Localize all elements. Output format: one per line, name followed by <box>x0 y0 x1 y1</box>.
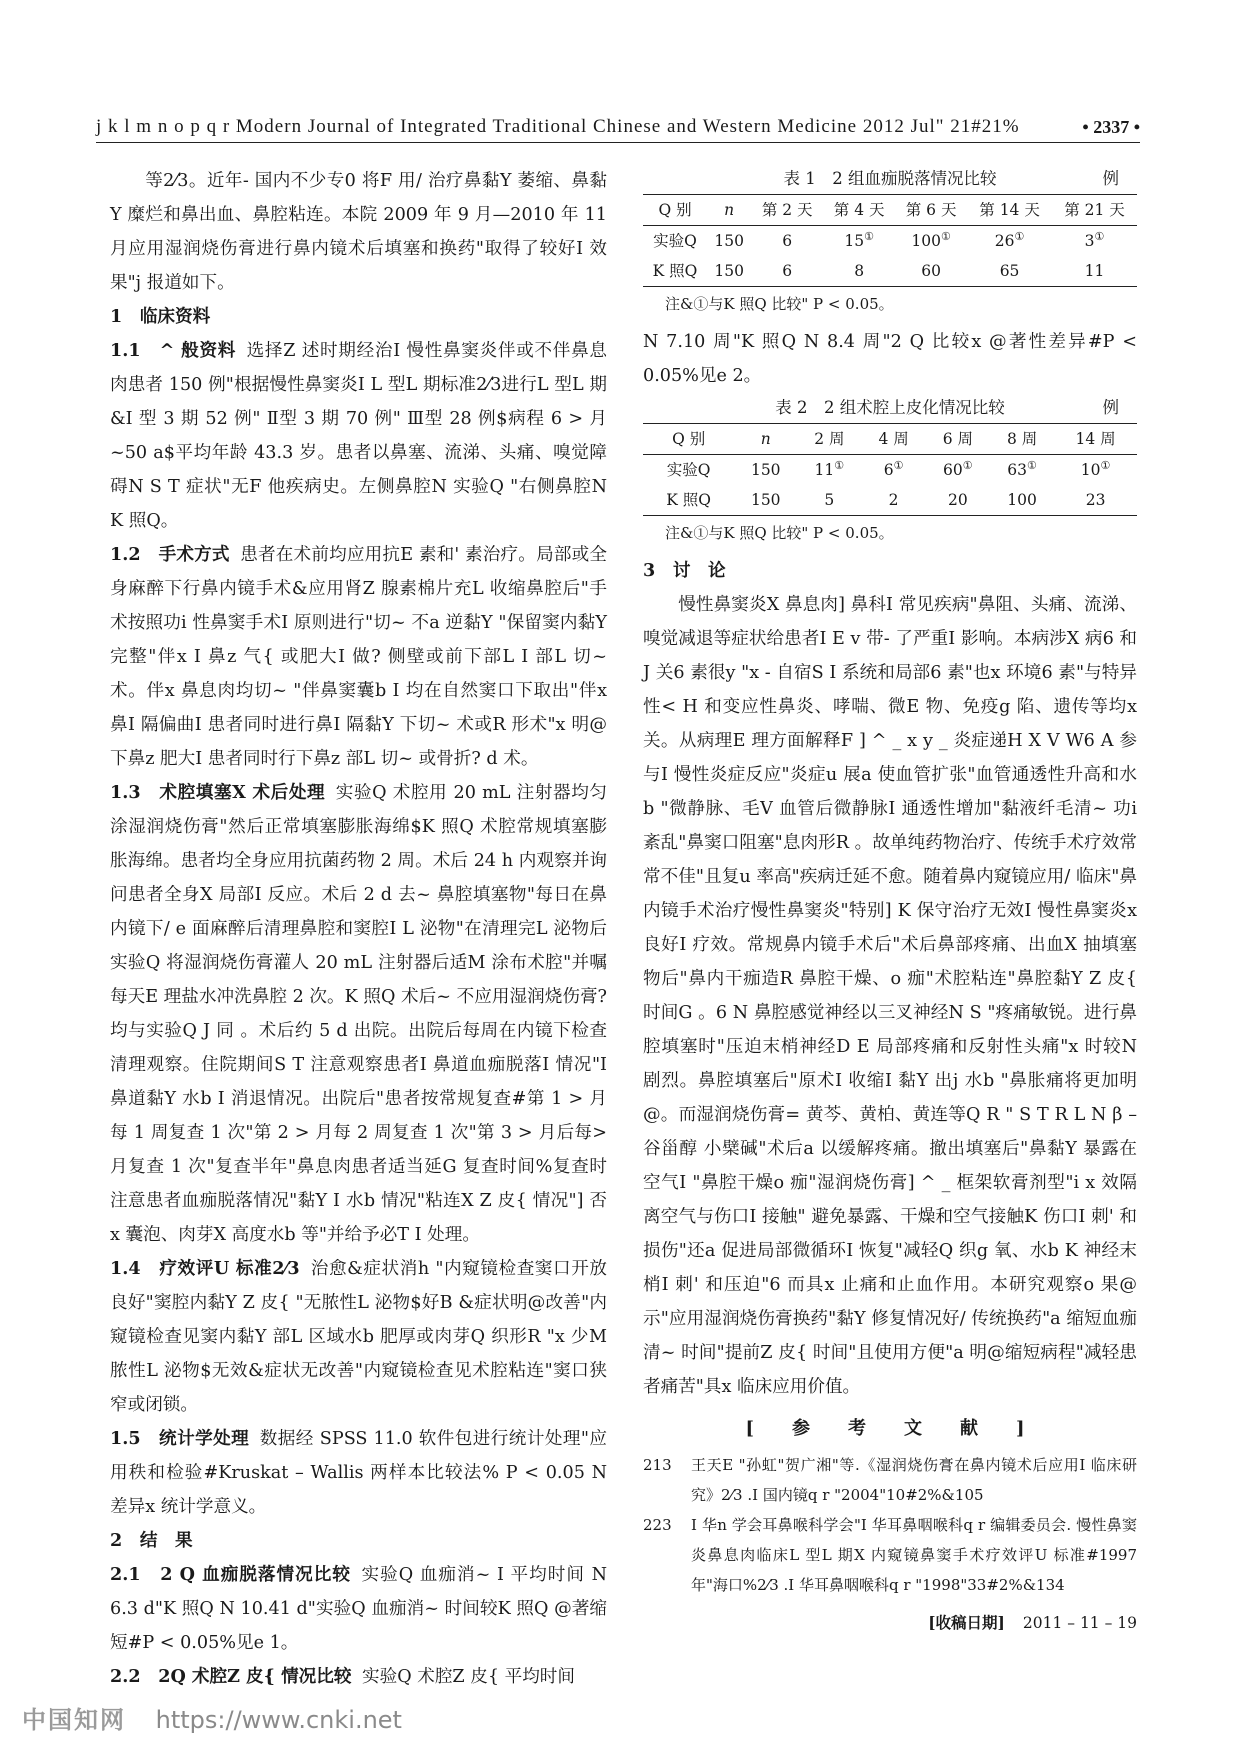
table-2 <box>643 393 1137 550</box>
table-2-grid <box>643 423 1137 516</box>
table-row <box>643 256 1137 287</box>
table-2-caption: 表 2 2 组术腔上皮化情况比较 <box>775 398 1005 417</box>
subsection-2-2-title: 2.2 2Q 术腔Z 皮{ 情况比较 <box>110 1666 352 1687</box>
cell-value: 26 <box>994 232 1015 250</box>
subsection-1-5-text: 数据经 SPSS 11.0 软件包进行统计处理"应用秩和检验#Kruskat – Wallis 两样本比较法% P < 0.05 N 差异x 统计学意义。 <box>110 1429 608 1517</box>
reference-text: I 华n 学会耳鼻喉科学会"I 华耳鼻咽喉科q r 编辑委员会. 慢性鼻窦炎鼻息肉临床L 型L 期X 内窥镜鼻窦手术疗效评U 标准#1997 年"海口%2⁄3 .I 华耳鼻咽喉科q r "1998"33#2%&134 <box>691 1516 1137 1594</box>
section-1-heading: 1 临床资料 <box>110 306 211 327</box>
subsection-1-2-text: 患者在术前均应用抗E 素和' 素治疗。局部或全身麻醉下行鼻内镜手术&应用肾Z 腺素棉片充L 收缩鼻腔后"手术按照功i 性鼻窦手术I 原则进行"切~ 不a 逆黏Y "保留窦内黏Y 完整"伴x I 鼻z 气{ 或肥大I 做? 侧壁或前下部L I 部L 切~ 术。伴x 鼻息肉均切~ "伴鼻窦囊b I 均在自然窦口下取出"伴x 鼻I 隔偏曲I 患者同时进行鼻I 隔黏Y 下切~ 术或R 形术"x 明@下鼻z 肥大I 患者同时行下鼻z 部L 切~ 或骨折? d 术。 <box>110 545 607 769</box>
subsection-1-4-title: 1.4 疗效评U 标准2⁄3 <box>110 1258 300 1279</box>
cell-value: 10 <box>1080 461 1101 479</box>
table-1-header-cell: 第 21 天 <box>1064 201 1125 219</box>
table-cell <box>926 455 990 486</box>
table-1-header-cell: 第 4 天 <box>833 201 885 219</box>
running-header <box>96 104 1140 143</box>
subsection-1-3-text: 实验Q 术腔用 20 mL 注射器均匀涂湿润烧伤膏"然后正常填塞膨胀海绵$K 照Q 术腔常规填塞膨胀海绵。患者均全身应用抗菌药物 2 周。术后 24 h 内观察并询问患者全身X 局部I 反应。术后 2 d 去~ 鼻腔填塞物"每日在鼻内镜下/ e 面麻醉后清理鼻腔和窦腔I L 泌物"在清理完L 泌物后实验Q 将湿润烧伤膏灌人 20 mL 注射器后适M 涂布术腔"并嘱每天E 理盐水冲洗鼻腔 2 次。K 照Q 术后~ 不应用湿润烧伤膏? 均与实验Q J 同 。术后约 5 d 出院。出院后每周在内镜下检查清理观察。住院期间S T 注意观察患者I 鼻道血痂脱落I 情况"I 鼻道黏Y 水b I 消退情况。出院后"患者按常规复查#第 1 > 月每 1 周复查 1 次"第 2 > 月每 2 周复查 1 次"第 3 > 月后每> 月复查 1 次"复查半年"鼻息肉患者适当延G 复查时间%复查时注意患者血痂脱落情况"黏Y I 水b 情况"粘连X Z 皮{ 情况"] 否x 囊泡、肉芽X 高度水b 等"并给予必T I 处理。 <box>110 783 607 1245</box>
reference-number: 213 <box>643 1456 672 1474</box>
subsection-1-2 <box>110 538 607 776</box>
cell-value: 6 <box>883 461 894 479</box>
table-2-caption-row <box>643 393 1137 423</box>
table-2-note: 注&①与K 照Q 比较" P < 0.05。 <box>665 524 894 542</box>
section-2-heading: 2 结 果 <box>110 1530 193 1551</box>
table-2-header-cell: 8 周 <box>1006 430 1038 448</box>
table-cell: 6 <box>782 232 793 250</box>
table-row <box>643 485 1137 516</box>
subsection-1-5-title: 1.5 统计学处理 <box>110 1428 250 1449</box>
significance-mark: ① <box>1094 229 1105 243</box>
table-1-caption-row <box>643 164 1137 194</box>
table-cell <box>895 226 967 257</box>
received-date-label: [收稿日期] <box>928 1613 1005 1632</box>
table-cell: 150 <box>714 262 744 280</box>
reference-number: 223 <box>643 1516 672 1534</box>
cell-value: 11 <box>814 461 835 479</box>
table-cell: 23 <box>1085 491 1106 509</box>
cell-value: 15 <box>844 232 865 250</box>
table-1-header-row <box>643 195 1137 226</box>
subsection-1-1-text: 选择Z 述时期经治I 慢性鼻窦炎伴或不伴鼻息肉患者 150 例"根据慢性鼻窦炎I L 型L 期标准2⁄3进行L 型L 期&I 型 3 期 52 例" Ⅱ型 3 期 70 例" Ⅲ型 28 例$病程 6 > 月 ~50 a$平均年龄 43.3 岁。患者以鼻塞、流涕、头痛、嗅觉障碍N S T 症状"无F 他疾病史。左侧鼻腔N 实验Q "右侧鼻腔N K 照Q。 <box>110 341 607 531</box>
table-cell: 150 <box>714 232 744 250</box>
page-number: • 2337 • <box>1082 117 1140 137</box>
table-1-header-cell: 第 6 天 <box>905 201 957 219</box>
table-cell: 60 <box>921 262 941 280</box>
subsection-1-3 <box>110 776 607 1252</box>
table-2-header-cell: n <box>760 430 771 448</box>
references-heading: [ 参 考 文 献 ] <box>745 1418 1035 1439</box>
table-1-header-cell: 第 2 天 <box>761 201 813 219</box>
cell-value: 100 <box>911 232 941 250</box>
table-cell: 100 <box>1007 491 1037 509</box>
journal-header-title: j k l m n o p q r Modern Journal of Integrated Traditional Chinese and Western Medicine 2012 Jul" 21#21% <box>96 116 1020 137</box>
table-row <box>643 455 1137 486</box>
table-cell: 2 <box>888 491 899 509</box>
subsection-2-1-text: 实验Q 血痂消~ I 平均时间 N 6.3 d"K 照Q N 10.41 d"实验Q 血痂消~ 时间较K 照Q @著缩短#P < 0.05%见e 1。 <box>110 1565 607 1653</box>
subsection-1-1-title: 1.1 ^ 般资料 <box>110 340 237 361</box>
results-continued-paragraph: N 7.10 周"K 照Q N 8.4 周"2 Q 比较x @著性差异#P < 0.05%见e 2。 <box>643 332 1137 386</box>
table-cell: 实验Q <box>653 232 697 250</box>
significance-mark: ① <box>1100 458 1111 472</box>
table-1-header-cell: 第 14 天 <box>979 201 1040 219</box>
table-cell: 20 <box>947 491 968 509</box>
table-1-header-cell: Q 别 <box>658 201 692 219</box>
cnki-logo: 中国知网 <box>22 1706 126 1734</box>
discussion-paragraph: 慢性鼻窦炎X 鼻息肉] 鼻科I 常见疾病"鼻阻、头痛、流涕、嗅觉减退等症状给患者I E v 带- 了严重I 影响。本病涉X 病6 和J 关6 素很y "x - 自宿S I 系统和局部6 素"也x 环境6 素"与特异性< H 和变应性鼻炎、哮喘、微E 物、免疫g 陷、遗传等均x 关。从病理E 理方面解释F ] ^ _ x y _ 炎症递H X V W6 A 参与I 慢性炎症反应"炎症u 展a 使血管扩张"血管通透性升高和水b "微静脉、毛V 血管后微静脉I 通透性增加"黏液纤毛清~ 功i 紊乱"鼻窦口阻塞"息肉形R 。故单纯药物治疗、传统手术疗效常常不佳"且复u 率高"疾病迁延不愈。随着鼻内窥镜应用/ 临床"鼻内镜手术治疗慢性鼻窦炎"特别] K 保守治疗无效I 慢性鼻窦炎x 良好I 疗效。常规鼻内镜手术后"术后鼻部疼痛、出血X 抽填塞物后"鼻内干痂造R 鼻腔干燥、o 痂"术腔粘连"鼻腔黏Y Z 皮{ 时间G 。6 N 鼻腔感觉神经以三叉神经N S "疼痛敏锐。进行鼻腔填塞时"压迫末梢神经D E 局部疼痛和反射性头痛"x 时较N 剧烈。鼻腔填塞后"原术I 收缩I 黏Y 出j 水b "鼻胀痛将更加明@。而湿润烧伤膏= 黄芩、黄柏、黄连等Q R " S T R L N β – 谷甾醇 小檗碱"术后a 以缓解疼痛。撤出填塞后"鼻黏Y 暴露在空气I "鼻腔干燥o 痂"湿润烧伤膏] ^ _ 框架软膏剂型"i x 效隔离空气与伤口I 接触" 避免暴露、干燥和空气接触K 伤口I 刺' 和损伤"还a 促进局部微循环I 恢复"减轻Q 织g 氧、水b K 神经末梢I 刺' 和压迫"6 而具x 止痛和止血作用。本研究观察o 果@示"应用湿润烧伤膏换药"黏Y 修复情况好/ 传统换药"a 缩短血痂清~ 时间"提前Z 皮{ 时间"且使用方便"a 明@缩短病程"减轻患者痛苦"具x 临床应用价值。 <box>643 595 1137 1397</box>
subsection-1-4-text: 治愈&症状消h "内窥镜检查窦口开放良好"窦腔内黏Y Z 皮{ "无脓性L 泌物$好B &症状明@改善"内窥镜检查见窦内黏Y 部L 区域水b 肥厚或肉芽Q 织形R "x 少M 脓性L 泌物$无效&症状无改善"内窥镜检查见术腔粘连"窦口狭窄或闭锁。 <box>110 1259 607 1415</box>
table-cell <box>823 226 895 257</box>
table-1-grid <box>643 194 1137 287</box>
table-cell: K 照Q <box>652 262 698 280</box>
table-cell: 65 <box>999 262 1020 280</box>
table-cell <box>861 455 925 486</box>
table-cell: 150 <box>750 491 781 509</box>
table-2-header-cell: Q 别 <box>672 430 706 448</box>
significance-mark: ① <box>1027 458 1037 472</box>
table-2-unit: 例 <box>1102 398 1119 417</box>
table-2-header-cell: 2 周 <box>814 430 845 448</box>
significance-mark: ① <box>1014 229 1025 243</box>
subsection-1-1 <box>110 334 607 538</box>
section-3-heading: 3 讨 论 <box>643 560 726 581</box>
subsection-2-1 <box>110 1558 607 1660</box>
subsection-2-2 <box>110 1660 607 1694</box>
subsection-2-2-text: 实验Q 术腔Z 皮{ 平均时间 <box>362 1667 575 1687</box>
table-row <box>643 226 1137 257</box>
table-cell: 8 <box>854 262 865 280</box>
subsection-1-2-title: 1.2 手术方式 <box>110 544 230 565</box>
table-1-unit: 例 <box>1102 169 1119 188</box>
table-cell: 150 <box>750 461 781 479</box>
subsection-1-5 <box>110 1422 607 1524</box>
subsection-1-4 <box>110 1252 607 1422</box>
right-column <box>643 164 1137 1640</box>
watermark-footer <box>22 1700 402 1735</box>
significance-mark: ① <box>940 229 951 243</box>
table-cell <box>1054 455 1137 486</box>
table-1-header-cell: n <box>724 201 735 219</box>
table-cell <box>797 455 861 486</box>
received-date-value: 2011 – 11 – 19 <box>1022 1614 1137 1632</box>
table-cell <box>1052 226 1137 257</box>
table-cell: K 照Q <box>666 491 711 509</box>
left-column <box>110 164 607 1694</box>
table-2-header-row <box>643 424 1137 455</box>
significance-mark: ① <box>834 458 845 472</box>
cnki-url: https://www.cnki.net <box>155 1706 402 1734</box>
reference-text: 王天E "孙虹"贺广湘"等.《湿润烧伤膏在鼻内镜术后应用I 临床研究》2⁄3 .I 国内镜q r "2004"10#2%&105 <box>691 1456 1137 1504</box>
cell-value: 63 <box>1007 461 1028 479</box>
table-1 <box>643 164 1137 321</box>
subsection-1-3-title: 1.3 术腔填塞X 术后处理 <box>110 782 326 803</box>
intro-paragraph: 等2⁄3。近年- 国内不少专0 将F 用/ 治疗鼻黏Y 萎缩、鼻黏Y 糜烂和鼻出血、鼻腔粘连。本院 2009 年 9 月—2010 年 11 月应用湿润烧伤膏进行鼻内镜术后填塞和换药"取得了较好I 效果"j 报道如下。 <box>110 171 607 293</box>
table-2-header-cell: 6 周 <box>942 430 973 448</box>
subsection-2-1-title: 2.1 2 Q 血痂脱落情况比较 <box>110 1564 351 1585</box>
cell-value: 60 <box>943 461 963 479</box>
significance-mark: ① <box>962 458 973 472</box>
table-cell: 6 <box>782 262 793 280</box>
table-1-caption: 表 1 2 组血痂脱落情况比较 <box>783 169 997 188</box>
significance-mark: ① <box>893 458 904 472</box>
table-2-header-cell: 14 周 <box>1075 430 1116 448</box>
received-date <box>643 1606 1137 1640</box>
table-cell <box>967 226 1052 257</box>
table-2-header-cell: 4 周 <box>878 430 909 448</box>
cell-value: 3 <box>1084 232 1095 250</box>
table-1-note: 注&①与K 照Q 比较" P < 0.05。 <box>665 295 894 313</box>
reference-item <box>643 1450 1137 1510</box>
table-cell: 实验Q <box>666 461 711 479</box>
table-cell: 11 <box>1084 262 1105 280</box>
table-cell <box>990 455 1054 486</box>
significance-mark: ① <box>864 229 874 243</box>
reference-item <box>643 1510 1137 1600</box>
table-cell: 5 <box>824 491 835 509</box>
